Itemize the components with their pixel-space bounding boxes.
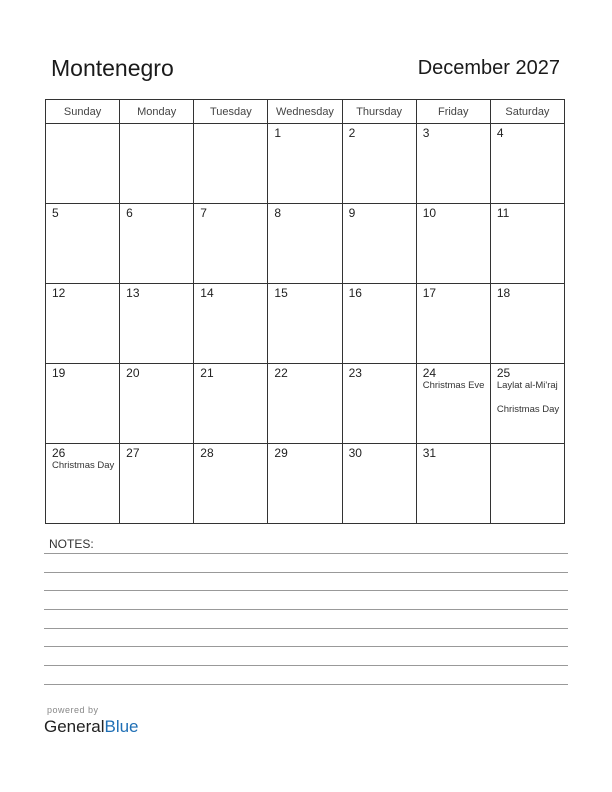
week-row xyxy=(46,284,565,364)
day-cell xyxy=(194,444,268,524)
holiday-label: Christmas Day xyxy=(496,404,560,415)
day-number: 28 xyxy=(200,446,214,460)
day-number: 21 xyxy=(200,366,214,380)
day-number: 5 xyxy=(52,206,59,220)
day-number: 14 xyxy=(200,286,214,300)
day-cell xyxy=(490,364,564,444)
day-cell xyxy=(490,284,564,364)
day-number: 13 xyxy=(126,286,140,300)
brand-general: General xyxy=(44,717,105,736)
notes-line xyxy=(44,572,568,573)
week-row xyxy=(46,124,565,204)
day-cell xyxy=(342,204,416,284)
day-number: 9 xyxy=(348,206,356,220)
day-cell xyxy=(342,364,416,444)
day-cell xyxy=(120,444,194,524)
weekday-header-row xyxy=(46,100,565,124)
calendar-grid xyxy=(45,99,565,524)
day-number: 29 xyxy=(274,446,288,460)
day-cell xyxy=(268,204,342,284)
day-cell xyxy=(194,364,268,444)
day-cell xyxy=(268,124,342,204)
week-row xyxy=(46,364,565,444)
day-cell xyxy=(416,204,490,284)
generalblue-logo xyxy=(44,717,139,737)
month-year-title: December 2027 xyxy=(417,57,560,79)
day-number: 16 xyxy=(348,286,362,300)
week-row xyxy=(46,444,565,524)
day-number: 19 xyxy=(52,366,66,380)
weekday-friday: Friday xyxy=(416,100,490,124)
day-number: 27 xyxy=(126,446,140,460)
day-number: 4 xyxy=(496,126,504,140)
day-cell xyxy=(416,364,490,444)
holiday-label: Christmas Eve xyxy=(422,380,485,391)
weekday-thursday: Thursday xyxy=(342,100,416,124)
day-cell xyxy=(268,284,342,364)
day-number: 18 xyxy=(496,286,511,300)
day-number: 11 xyxy=(496,206,510,220)
day-cell xyxy=(342,444,416,524)
day-number: 30 xyxy=(348,446,362,460)
day-cell xyxy=(490,444,564,524)
day-number: 25 xyxy=(496,366,511,380)
day-cell xyxy=(342,124,416,204)
day-number: 2 xyxy=(348,126,356,140)
brand-blue: Blue xyxy=(104,717,139,736)
day-cell xyxy=(342,284,416,364)
day-number: 12 xyxy=(52,286,66,300)
weekday-saturday: Saturday xyxy=(490,100,564,124)
day-cell xyxy=(194,204,268,284)
day-cell xyxy=(120,204,194,284)
notes-line xyxy=(44,646,568,647)
weekday-monday: Monday xyxy=(120,100,194,124)
day-number: 24 xyxy=(422,366,437,380)
day-cell xyxy=(416,284,490,364)
day-cell xyxy=(46,444,120,524)
day-cell xyxy=(490,124,564,204)
notes-line xyxy=(44,609,568,610)
week-row xyxy=(46,204,565,284)
day-number: 7 xyxy=(200,206,207,220)
day-cell xyxy=(46,364,120,444)
day-cell xyxy=(268,444,342,524)
day-cell xyxy=(416,444,490,524)
day-number: 20 xyxy=(126,366,140,380)
weekday-wednesday: Wednesday xyxy=(268,100,342,124)
day-cell xyxy=(416,124,490,204)
notes-line xyxy=(44,553,568,554)
day-cell xyxy=(268,364,342,444)
day-number: 31 xyxy=(422,446,437,460)
day-number: 3 xyxy=(422,126,430,140)
day-number: 23 xyxy=(348,366,362,380)
holiday-label: Laylat al-Mi'raj xyxy=(496,380,558,391)
day-number: 17 xyxy=(422,286,437,300)
day-number: 22 xyxy=(274,366,288,380)
day-number: 26 xyxy=(52,446,66,460)
day-number: 1 xyxy=(274,126,282,140)
day-number: 8 xyxy=(274,206,282,220)
day-cell xyxy=(120,284,194,364)
day-cell xyxy=(46,124,120,204)
weekday-tuesday: Tuesday xyxy=(194,100,268,124)
day-cell xyxy=(46,204,120,284)
notes-line xyxy=(44,590,568,591)
day-cell xyxy=(194,124,268,204)
day-cell xyxy=(120,124,194,204)
country-title: Montenegro xyxy=(51,55,174,81)
holiday-label: Christmas Day xyxy=(52,460,115,471)
day-number: 15 xyxy=(274,286,288,300)
day-cell xyxy=(46,284,120,364)
notes-line xyxy=(44,628,568,629)
day-number: 10 xyxy=(422,206,437,220)
day-cell xyxy=(194,284,268,364)
weekday-sunday: Sunday xyxy=(46,100,120,124)
day-number: 6 xyxy=(126,206,133,220)
day-cell xyxy=(490,204,564,284)
day-cell xyxy=(120,364,194,444)
powered-by-text: powered by xyxy=(47,705,99,715)
notes-line xyxy=(44,684,568,685)
notes-label: NOTES: xyxy=(49,537,94,551)
notes-line xyxy=(44,665,568,666)
